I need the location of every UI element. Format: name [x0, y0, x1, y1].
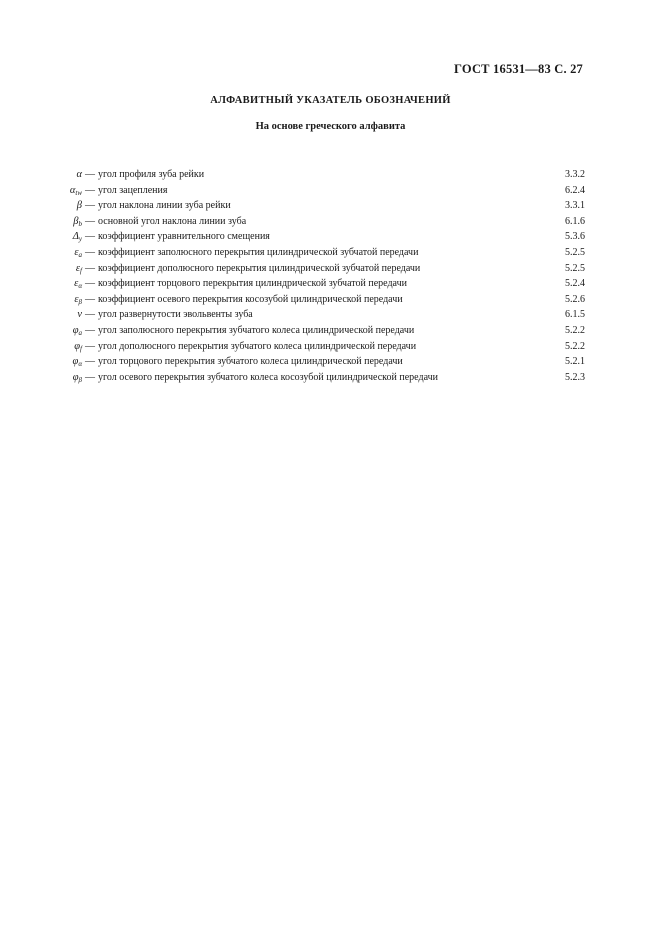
index-entry — [50, 245, 585, 261]
entry-dash: — — [85, 371, 95, 383]
entry-symbol: $\varphi_a$ — [72, 324, 82, 337]
entry-description: коэффициент торцового перекрытия цилиндрической зубчатой передачи — [98, 278, 407, 290]
index-entry — [50, 339, 585, 355]
entry-dash: — — [85, 356, 95, 368]
entry-symbol: β — [76, 200, 82, 212]
entry-symbol: $\varepsilon_\beta$ — [74, 293, 82, 306]
entry-description: угол торцового перекрытия зубчатого колеса цилиндрической передачи — [98, 356, 403, 368]
entry-symbol: $\varepsilon_f$ — [75, 262, 82, 275]
document-subtitle: На основе греческого алфавита — [255, 121, 406, 132]
entry-symbol: $\beta_b$ — [73, 215, 82, 228]
entry-reference: 5.3.6 — [565, 231, 585, 243]
entry-dash: — — [85, 215, 95, 227]
entry-dash: — — [85, 200, 95, 212]
entry-reference: 5.2.6 — [565, 293, 585, 305]
entry-reference: 5.2.2 — [565, 340, 585, 352]
entry-description: угол дополюсного перекрытия зубчатого колеса цилиндрической передачи — [98, 340, 417, 352]
page-header: ГОСТ 16531—83 С. 27 — [454, 62, 583, 76]
index-entry — [50, 307, 585, 323]
entry-dash: — — [85, 184, 95, 196]
entry-dash: — — [85, 340, 95, 352]
index-entry — [50, 214, 585, 230]
entry-dash: — — [85, 231, 95, 243]
entry-dash: — — [85, 169, 95, 180]
entry-description: угол зацепления — [98, 184, 168, 196]
entry-reference: 5.2.5 — [565, 246, 585, 258]
entry-dash: — — [85, 246, 95, 258]
entry-description: коэффициент дополюсного перекрытия цилиндрической зубчатой передачи — [98, 262, 421, 274]
index-entry — [50, 183, 585, 199]
entry-description: коэффициент уравнительного смещения — [98, 231, 270, 243]
entry-description: коэффициент заполюсного перекрытия цилиндрической зубчатой передачи — [98, 246, 419, 258]
entry-description: угол развернутости эвольвенты зуба — [98, 309, 253, 321]
entry-dash: — — [85, 324, 95, 336]
entry-description: угол профиля зуба рейки — [98, 169, 205, 180]
entry-symbol: $\varphi_\alpha$ — [72, 356, 82, 369]
index-entry — [50, 292, 585, 308]
entry-description: основной угол наклона линии зуба — [98, 215, 247, 227]
entry-symbol: $\varphi_f$ — [74, 340, 82, 353]
symbol-index-list — [50, 167, 585, 385]
index-entry — [50, 261, 585, 277]
entry-reference: 5.2.3 — [565, 371, 585, 383]
index-entry — [50, 198, 585, 214]
entry-description: угол наклона линии зуба рейки — [98, 200, 231, 212]
entry-symbol: $\varepsilon_a$ — [74, 246, 82, 259]
entry-symbol: $\varepsilon_\alpha$ — [74, 278, 82, 291]
index-entry — [50, 276, 585, 292]
entry-symbol: ν — [77, 309, 82, 321]
index-entry — [50, 323, 585, 339]
entry-dash: — — [85, 278, 95, 290]
entry-reference: 3.3.1 — [565, 200, 585, 212]
entry-reference: 5.2.1 — [565, 356, 585, 368]
entry-dash: — — [85, 309, 95, 321]
entry-description: угол заполюсного перекрытия зубчатого колеса цилиндрической передачи — [98, 324, 415, 336]
entry-symbol: α — [76, 169, 82, 180]
entry-reference: 6.1.6 — [565, 215, 585, 227]
entry-reference: 6.2.4 — [565, 184, 585, 196]
entry-reference: 5.2.5 — [565, 262, 585, 274]
entry-dash: — — [85, 262, 95, 274]
index-entry — [50, 370, 585, 386]
entry-reference: 5.2.4 — [565, 278, 585, 290]
entry-dash: — — [85, 293, 95, 305]
entry-reference: 5.2.2 — [565, 324, 585, 336]
entry-symbol: $\varphi_\beta$ — [72, 371, 82, 384]
index-entry — [50, 167, 585, 183]
entry-description: коэффициент осевого перекрытия косозубой цилиндрической передачи — [98, 293, 403, 305]
entry-reference: 6.1.5 — [565, 309, 585, 321]
document-title: АЛФАВИТНЫЙ УКАЗАТЕЛЬ ОБОЗНАЧЕНИЙ — [210, 95, 451, 106]
entry-reference: 3.3.2 — [565, 169, 585, 180]
entry-symbol: $\alpha_{tw}$ — [69, 184, 82, 197]
entry-symbol: $\Delta_y$ — [72, 231, 82, 244]
entry-description: угол осевого перекрытия зубчатого колеса косозубой цилиндрической передачи — [98, 371, 438, 383]
index-entry — [50, 354, 585, 370]
index-entry — [50, 229, 585, 245]
